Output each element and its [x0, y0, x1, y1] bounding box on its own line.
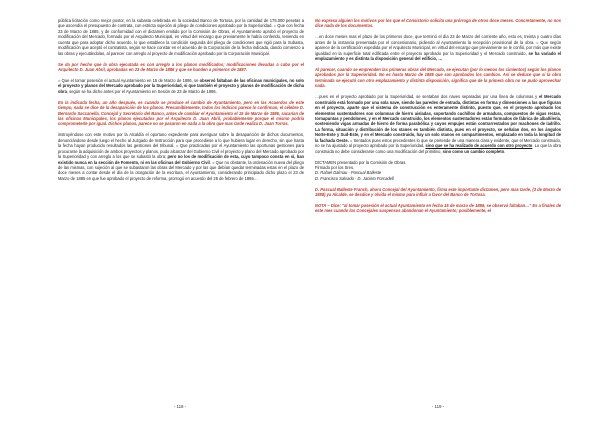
left-paragraph-5 [58, 132, 304, 181]
right-p4-text-e: . Lo que la obra construida no debe considerarse como una modificación del primitivo, [315, 143, 561, 154]
right-p2-bold: se ha variado el emplazamiento y es distinta la disposición general del edificio, … [315, 50, 561, 62]
right-p4-text-a: …pues en el proyecto aprobado por la Superioridad, se sentaban dos naves separadas por una línea de columnas y [315, 94, 539, 100]
left-p5-bold: pero no los de modificación de esta, cuyo tampoco consta en sí, han existido nunca en la sección de Fomento, ni en las oficinas del Gobierno Civil [58, 154, 304, 165]
right-annotation-2: Al parecer, cuando se emprenden las primeras obras del Mercado, se ejecutan (por lo menos los cimientos) según los planos aprobados por la Superioridad. No es hasta Marzo de 1885 que son aprobados los cambios. Así se deduce que si la obra terminada se ejecutó con otro emplazamiento y distinta disposición, significa que de la primera obra no se pudo aprovechar nada. [315, 66, 561, 89]
right-p4-underlined: sino que se ha realizado de acuerdo con otro proyecto [425, 143, 533, 149]
left-paragraph-3 [58, 78, 304, 94]
left-p3-text-a: = Que el tomar posesión el actual Ayuntamiento en 15 de Marzo de 1886, se [58, 77, 200, 83]
dictamen-line: DICTAMEN presentado por la Comisión de Obras. [315, 159, 407, 165]
left-p3-text-c: , según se ha dicho antes por el Ayuntamiento en Sesión de 23 de Marzo de 1886. [66, 88, 217, 94]
right-paragraph-2 [315, 34, 561, 61]
left-annotation-1: Se da por hecho que la obra ejecutada es con arreglo a los planos modificados; modificaciones llevadas a cabo por el Arquitecto D. Juan Abril, aprobadas en 23 de Marzo de 1886 y que se hunden a primeros de 1887. [58, 61, 304, 73]
right-page-number: - 119 - [431, 404, 445, 409]
right-note: NOTA – Dice: "al tomar posesión el actual Ayuntamiento en fecha 15 de marzo de 1886, se observó faltaban…" Es a finales de este mes cuando los Concejales suspensos abandonan el Ayuntamiento; posiblemente, el [315, 203, 561, 214]
right-p2-text-a: …en doce meses mas el plazo de los primeros doce, que terminó el día 23 de Marzo del corriente año, esto es, treinta y cuatro días antes de la instancia presentada por el concesionario, pidiendo al Ayuntamiento la recepción provisional de la obra. = Que según aparece de la certificación expedida por el Arquitecto Municipal, en virtud del encargo que previamente se le confió, por más que existe igualdad en la superficie total edificada entre el proyecto aprobado por la Superioridad y el Mercado construido, [315, 34, 561, 56]
signatories-line-1: D. Rafael Dalmau - Pascual Balleste [315, 170, 382, 176]
left-p5-text-a: instruyéndose con este motivo por la Alcaldía el oportuno expediente para averiguar sobre la desaparición de dichos documentos, denunciándose desde luego el hecho al Juzgado de Instrucción para que procediese a lo que hubiera lugar en derecho, sin que hasta la fecha hayan producido resultados las gestiones del tribunal. = Que practicadas por el Ayuntamiento las oportunas gestiones para procurarse la adquisición de ambos proyectos y planos, pudo alcanzar del Gobierno Civil el proyecto y plano del Mercado aprobado por la Superioridad y con arreglo a los que se subastó la obra; [58, 132, 304, 160]
right-p4-bold: el Mercado construido está formado por una sola nave, siendo las paredes de entrada, distintas en forma y dimensiones a las que figuran en el proyecto, aparte que el sistema de construcción es enteramente distinto, puesto que, en el proyecto aprobado los elementos sustentadores son columnas de hierro aisladas, soportando cuchillos de armadura, compuestos de vigas rectas, tornapuntas y pendolones, y en el Mercado construido, los elementos sustentadores están formados de fábrica de albañilería, sosteniendo vigas armadas de hierro de forma parabólica y cuyos empujes están contrarrestados por machones de ladrillo. La forma, situación y distribución de los stanes es también distinta, pues en el proyecto, se señalan dos, en los ángulos Norte-Este y Sud-Este, y en el Mercado construido, hay un solo stanos en compartimentos, emplazado en toda la longitud de la fachada Oeste. [315, 94, 561, 143]
left-page-number: - 118 - [173, 404, 187, 409]
left-p1-text: pública licitación como mejor postor, en la subasta celebrada en la sociedad Banco de Tortosa, por la cantidad de 175.000 pesetas a que ascendía el presupuesto de contrata, con estricta sujeción al pliego de condiciones aprobado por la Superioridad. = Que con fecha 23 de Marzo de 1885, y de conformidad con el dictamen emitido por la Comisión de Obras, el Ayuntamiento aprobó el proyecto de modificación del Mercado, formado por el Arquitecto Municipal, en virtud del encargo que previamente le había conferido, teniendo en cuenta que para adoptar dicho acuerdo, lo que establece la condición segunda del pliego de condiciones que rigió para la Subasta, modificación que aceptó el contratista, según se hace constar en el acuerdo de la Corporación de la fecha indicada, dando comienzo a las obras y ejecutándolas, al parecer con arreglo al proyecto de modificación aprobado por la Corporación Municipal. [58, 18, 304, 56]
signed-by-line: Firmado por los Sres. [315, 164, 355, 170]
right-p4-text-g: . [504, 148, 506, 154]
left-paragraph-1 [58, 18, 304, 56]
left-p3-bold: observó faltaban de las oficinas municipales, no solo el proyecto y planos del Mercado aprobado por la Superioridad, si que también el proyecto y planos de modificación de dicha obra [58, 77, 304, 94]
right-paragraph-4 [315, 94, 561, 154]
left-page [58, 18, 304, 398]
right-annotation-1: No expresa alguien los motivos por los que el Consistorio solicita una prórroga de otros doce meses. Concretamente, no nos dice nada de los documentos. [315, 18, 561, 29]
right-p4-bold-2: sino como un cambio completo [442, 148, 505, 154]
right-p4-text-c: = Sentados pues estos precedentes lo que se pretende de una manera clara y evidente, que el Mercado construido, no se ha ajustado al proyecto aprobado por la Superioridad, [315, 137, 561, 149]
left-p5-text-c: . = Que no obstante, la ordenación nueva del pliego de las mismas, con sujeción al que se subastaron las obras del Mercado y por las que debían quedar terminadas estas en el plazo de doce meses a contar desde el día de la otorgación de la escritura, el Ayuntamiento, considerando principiado dicho plazo el 23 de Marzo de 1885 en que fue aprobado el proyecto de reforma, prorrogó en acuerdo del 25 de febrero de 1886… [58, 159, 304, 181]
right-annotation-3: D. Pascual Balleste Franch, ahora Concejal del Ayuntamiento, firma este importante dictamen, pero mas tarde, (3 de Marzo de 1888) ya Alcalde, se desdice y olvida el mismo para influir a favor del Banco de Tortosa. [315, 186, 561, 198]
right-page [315, 18, 561, 398]
signatories-line-2: D. Francisco Salvado - D. Jacinto Forcadell [315, 175, 394, 181]
right-signature-block [315, 160, 561, 182]
left-annotation-2: En la indicada fecha, un año después, es cuando se produce el cambio de Ayuntamiento, pero en las Acuerdos de este tiempo, nada se dice de la desaparición de los planos. Presumiblemente, todos los indicios parece lo confirman, el célebre D. Bernardo Saccanella, Concejal y Secretario del Banco, antes de cambiar el Ayuntamiento el 15 de Marzo de 1886, sacarían de las oficinas Municipales, los planos ejecutados por el Arquitecto D. Juan Abril, probablemente porque el mismo podría comprometerle por igual. Dichos planos, parece no se pasaron en nada a la obra que mas tarde realiza D. Juan Torras. [58, 99, 304, 127]
